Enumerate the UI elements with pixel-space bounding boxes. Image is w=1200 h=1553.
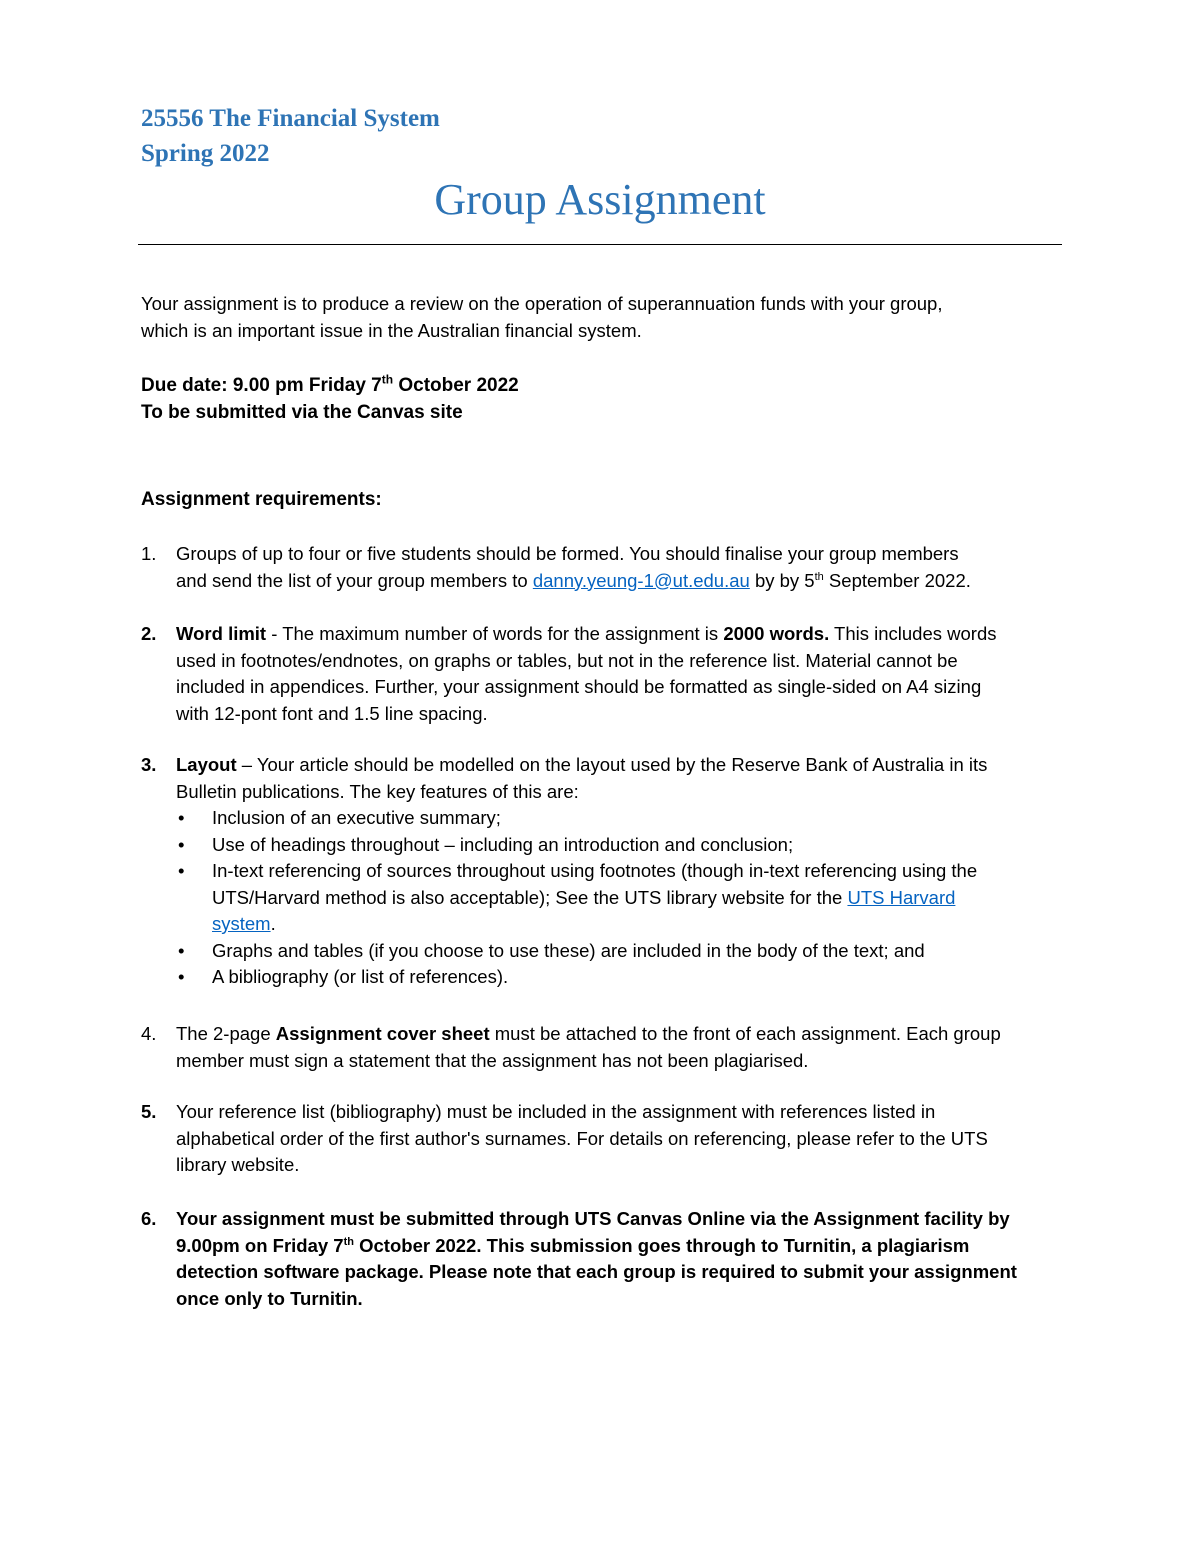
requirement-item-3 xyxy=(141,752,1061,991)
due-date-text: Due date: 9.00 pm Friday 7 xyxy=(141,375,382,396)
item-line: library website. xyxy=(176,1154,300,1175)
bullet: • xyxy=(178,833,185,855)
item-line: used in footnotes/endnotes, on graphs or tables, but not in the reference list. Material cannot be xyxy=(176,649,958,671)
list-item xyxy=(176,964,1061,991)
list-item xyxy=(176,805,1061,832)
list-item-text: Use of headings throughout – including an introduction and conclusion; xyxy=(212,833,794,855)
page-title: Group Assignment xyxy=(434,175,766,224)
item-content xyxy=(176,752,1061,991)
bullet: • xyxy=(178,939,185,961)
term-line: Spring 2022 xyxy=(141,140,270,167)
item-line xyxy=(176,568,1061,595)
item-text: and send the list of your group members to xyxy=(176,569,533,591)
item-content xyxy=(176,541,1061,594)
item-number: 1. xyxy=(141,543,157,564)
item-number: 2. xyxy=(141,623,157,644)
item-text: September 2022. xyxy=(823,569,971,591)
list-item-text: Inclusion of an executive summary; xyxy=(212,807,501,828)
intro-line: Your assignment is to produce a review on the operation of superannuation funds with your group, xyxy=(141,293,943,314)
email-link[interactable]: danny.yeung-1@ut.edu.au xyxy=(532,569,750,591)
item-text: UTS/Harvard method is also acceptable); See the UTS library website for the xyxy=(212,886,848,908)
item-sup: th xyxy=(814,570,824,583)
bullet: • xyxy=(178,966,185,987)
item-line: alphabetical order of the first author's surnames. For details on referencing, please refer to the UTS xyxy=(176,1127,988,1149)
item-line: included in appendices. Further, your assignment should be formatted as single-sided on A4 sizing xyxy=(176,676,982,697)
item-line xyxy=(176,621,1061,648)
item-line: Your assignment must be submitted through UTS Canvas Online via the Assignment facility by xyxy=(176,1208,1010,1229)
item-line: once only to Turnitin. xyxy=(176,1287,363,1309)
list-item-text: A bibliography (or list of references). xyxy=(212,966,509,987)
list-item-text xyxy=(212,911,1061,938)
list-item-text: In-text referencing of sources throughout using footnotes (though in-text referencing using the xyxy=(212,860,978,881)
item-text: . xyxy=(270,913,276,934)
item-content xyxy=(176,1206,1061,1312)
item-bold: Layout xyxy=(176,754,237,775)
list-item-text xyxy=(212,885,1061,912)
requirement-item-2 xyxy=(141,621,1061,727)
item-line xyxy=(176,1021,1061,1048)
item-number: 3. xyxy=(141,754,157,775)
requirement-item-6 xyxy=(141,1206,1061,1312)
item-line: member must sign a statement that the assignment has not been plagiarised. xyxy=(176,1049,809,1071)
submission-line: To be submitted via the Canvas site xyxy=(141,402,463,423)
list-item-text: Graphs and tables (if you choose to use these) are included in the body of the text; and xyxy=(212,939,925,961)
item-sup: th xyxy=(343,1235,354,1248)
item-line xyxy=(176,1233,1061,1260)
item-bold: Word limit xyxy=(176,623,267,644)
item-text: The 2-page xyxy=(176,1023,276,1044)
item-number: 4. xyxy=(141,1023,157,1044)
list-item xyxy=(176,938,1061,965)
intro-line: which is an important issue in the Australian financial system. xyxy=(141,319,642,341)
due-date-line xyxy=(141,372,519,399)
title-divider xyxy=(138,244,1062,245)
item-line: Groups of up to four or five students should be formed. You should finalise your group members xyxy=(176,543,959,564)
item-line: detection software package. Please note that each group is required to submit your assignment xyxy=(176,1261,1017,1282)
item-number: 5. xyxy=(141,1101,157,1122)
item-line: with 12-pont font and 1.5 line spacing. xyxy=(176,702,488,724)
item-line: Bulletin publications. The key features of this are: xyxy=(176,780,579,802)
course-heading xyxy=(141,101,440,171)
requirement-item-1 xyxy=(141,541,1061,594)
item-bold: Assignment cover sheet xyxy=(275,1023,490,1044)
item-text: October 2022 xyxy=(353,1234,477,1256)
item-content xyxy=(176,621,1061,727)
uts-harvard-link[interactable]: UTS Harvard xyxy=(847,886,956,908)
item-text: – Your article should be modelled on the layout used by the Reserve Bank of Australia in its xyxy=(236,754,988,775)
item-content xyxy=(176,1099,1061,1179)
course-line: 25556 The Financial System xyxy=(141,105,440,132)
item-text: This includes words xyxy=(829,623,997,644)
item-text: by by 5 xyxy=(749,569,815,591)
requirement-item-4 xyxy=(141,1021,1061,1074)
item-line xyxy=(176,752,1061,779)
requirements-heading: Assignment requirements: xyxy=(141,489,382,510)
feature-list xyxy=(176,805,1061,991)
bullet: • xyxy=(178,807,185,828)
due-date-month: October 2022 xyxy=(393,375,519,396)
item-line: Your reference list (bibliography) must be included in the assignment with references listed in xyxy=(176,1101,936,1122)
item-text: 9.00pm on Friday 7 xyxy=(176,1234,344,1256)
item-text: - The maximum number of words for the assignment is xyxy=(266,623,724,644)
list-item xyxy=(176,832,1061,859)
list-item xyxy=(176,858,1061,938)
uts-harvard-link-cont[interactable]: system xyxy=(212,913,271,934)
item-number: 6. xyxy=(141,1208,157,1229)
intro-paragraph xyxy=(141,291,1061,344)
item-content xyxy=(176,1021,1061,1074)
due-date-sup: th xyxy=(381,372,394,387)
requirement-item-5 xyxy=(141,1099,1061,1179)
item-bold: 2000 words. xyxy=(723,623,830,644)
item-text: must be attached to the front of each assignment. Each group xyxy=(489,1023,1001,1044)
due-date-block xyxy=(141,372,519,426)
item-text: . This submission goes through to Turnitin, a plagiarism xyxy=(476,1234,970,1256)
bullet: • xyxy=(178,860,185,881)
